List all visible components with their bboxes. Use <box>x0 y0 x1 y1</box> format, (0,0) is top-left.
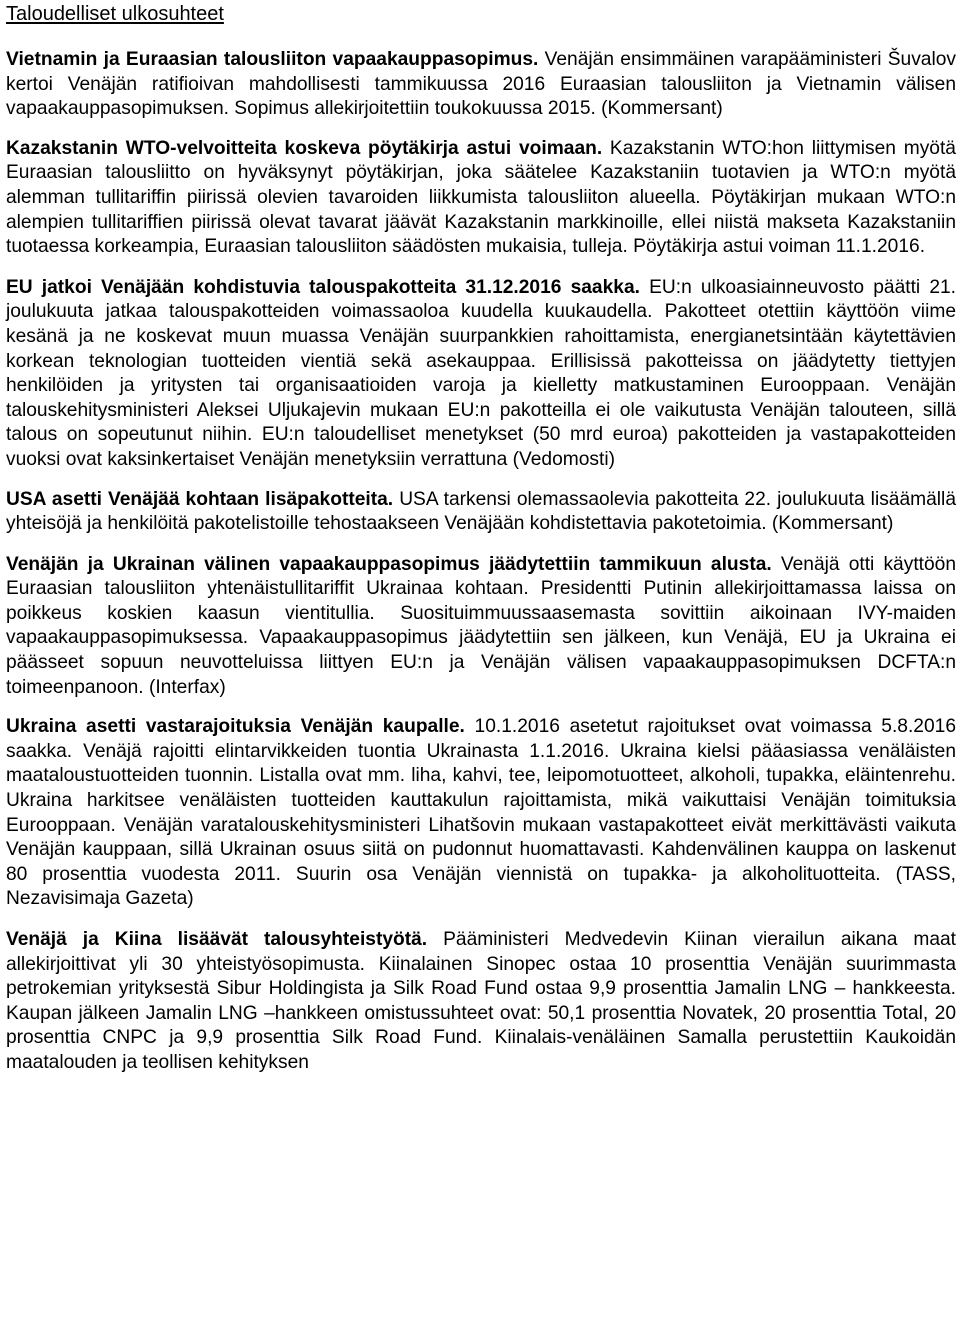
paragraph-lead: Venäjä ja Kiina lisäävät talousyhteistyötä. <box>6 929 428 950</box>
paragraph-kazakhstan-wto <box>6 137 956 260</box>
paragraph-lead: Kazakstanin WTO-velvoitteita koskeva pöytäkirja astui voimaan. <box>6 137 603 159</box>
paragraph-lead: EU jatkoi Venäjään kohdistuvia talouspakotteita 31.12.2016 saakka. <box>6 276 640 298</box>
paragraph-body: 10.1.2016 asetetut rajoitukset ovat voimassa 5.8.2016 saakka. Venäjä rajoitti elintarvikkeiden tuontia Ukrainasta 1.1.2016. Ukraina kielsi pääasiassa venäläisten maataloustuotteiden tuonnin. Listalla ovat mm. liha, kahvi, tee, leipomotuotteet, alkoholi, tupakka, eläintenrehu. Ukraina harkitsee venäläisten tuotteiden kauttakulun rajoittamista, mikä vaikuttaisi Venäjän toimituksia Eurooppaan. Venäjän varatalouskehitysministeri Lihatšovin mukaan vastapakotteet eivät merkittävästi vaikuta Venäjän kauppaan, sillä Ukrainan osuus siitä on pudonnut huomattavasti. Kahdenvälinen kauppa on laskenut 80 prosenttia vuodesta 2011. Suurin osa Venäjän viennistä on tupakka- ja alkoholituotteita. (TASS, Nezavisimaja Gazeta) <box>6 716 956 910</box>
section-title: Taloudelliset ulkosuhteet <box>6 3 224 25</box>
paragraph-body: EU:n ulkoasiainneuvosto päätti 21. joulukuuta jatkaa talouspakotteiden voimassaoloa kuudella kuukaudella. Pakotteet otettiin käyttöön viime kesänä ja ne koskevat muun muassa Venäjän suurpankkien rahoittamista, energianetsintään käytettävien korkean teknologian tuotteiden vientiä sekä asekauppaa. Erillisissä pakotteissa on jäädytetty tiettyjen henkilöiden ja yritysten tai organisaatioiden varoja ja kielletty matkustaminen Eurooppaan. Venäjän talouskehitysministeri Aleksei Uljukajevin mukaan EU:n pakotteilla ei ole vaikutusta Venäjän talouteen, sillä talous on sopeutunut niihin. EU:n taloudelliset menetykset (50 mrd euroa) pakotteiden ja vastapakotteiden vuoksi ovat kaksinkertaiset Venäjän menetyksiin verrattuna (Vedomosti) <box>6 276 956 470</box>
paragraph-usa-sanctions <box>6 488 956 537</box>
paragraph-body: Venäjän ensimmäinen varapääministeri Šuvalov kertoi Venäjän ratifioivan mahdollisesti tammikuussa 2016 Euraasian talousliiton ja Vietnamin välisen vapaakauppasopimuksen. Sopimus allekirjoitettiin toukokuussa 2015. (Kommersant) <box>6 49 957 120</box>
document-page <box>6 0 956 1076</box>
paragraph-lead: Ukraina asetti vastarajoituksia Venäjän kaupalle. <box>6 716 465 738</box>
paragraph-body: Pääministeri Medvedevin Kiinan vierailun aikana maat allekirjoittivat yli 30 yhteistyösopimusta. Kiinalainen Sinopec ostaa 10 prosenttia Venäjän suurimmasta petrokemian yrityksestä Sibur Holdingista ja Silk Road Fund ostaa 9,9 prosenttia Jamalin LNG – hankkeesta. Kaupan jälkeen Jamalin LNG –hankkeen omistussuhteet ovat: 50,1 prosenttia Novatek, 20 prosenttia Total, 20 prosenttia CNPC ja 9,9 prosenttia Silk Road Fund. Kiinalais-venäläinen Samalla perustettiin Kaukoidän maatalouden ja teollisen kehityksen <box>6 929 956 1073</box>
paragraph-lead: Venäjän ja Ukrainan välinen vapaakauppasopimus jäädytettiin tammikuun alusta. <box>6 553 772 575</box>
paragraph-ukraine-countermeasures <box>6 715 956 912</box>
paragraph-body: Venäjä otti käyttöön Euraasian talousliiton yhtenäistullitariffit Ukrainaa kohtaan. Presidentti Putinin allekirjoittamassa laissa on poikkeus koskien kaasun vientitullia. Suosituimmuussaasemasta sovittiin aikoinaan IVY-maiden vapaakauppasopimuksessa. Vapaakauppasopimus jäädytettiin sen jälkeen, kun Venäjä, EU ja Ukraina ei päässeet sopuun neuvotteluissa liittyen EU:n ja Venäjän välisen vapaakauppasopimuksen DCFTA:n toimeenpanoon. (Interfax) <box>6 553 956 698</box>
paragraph-body: USA tarkensi olemassaolevia pakotteita 22. joulukuuta lisäämällä yhteisöjä ja henkilöitä pakotelistoille tehostaakseen Venäjään kohdistettavia pakotetoimia. (Kommersant) <box>6 488 956 535</box>
paragraph-lead: Vietnamin ja Euraasian talousliiton vapaakauppasopimus. <box>6 49 539 70</box>
paragraph-body: Kazakstanin WTO:hon liittymisen myötä Euraasian talousliitto on hyväksynyt pöytäkirjan, joka säätelee Kazakstaniin tuotavien ja WTO:n myötä alemman tullitariffin piirissä olevien tavaroiden liikkumista talousliiton alueella. Pöytäkirjan mukaan WTO:n alempien tullitariffien piirissä olevat tavarat jäävät Kazakstanin markkinoille, ellei niistä makseta Kazakstaniin tuotaessa korkeampia, Euraasian talousliiton säädösten mukaisia, tulleja. Pöytäkirja astui voiman 11.1.2016. <box>6 137 956 258</box>
paragraph-eu-sanctions <box>6 276 956 473</box>
paragraph-russia-china <box>6 928 956 1076</box>
paragraph-vietnam-fta <box>6 48 956 122</box>
paragraph-lead: USA asetti Venäjää kohtaan lisäpakotteita. <box>6 488 394 510</box>
paragraph-russia-ukraine-fta <box>6 553 956 701</box>
